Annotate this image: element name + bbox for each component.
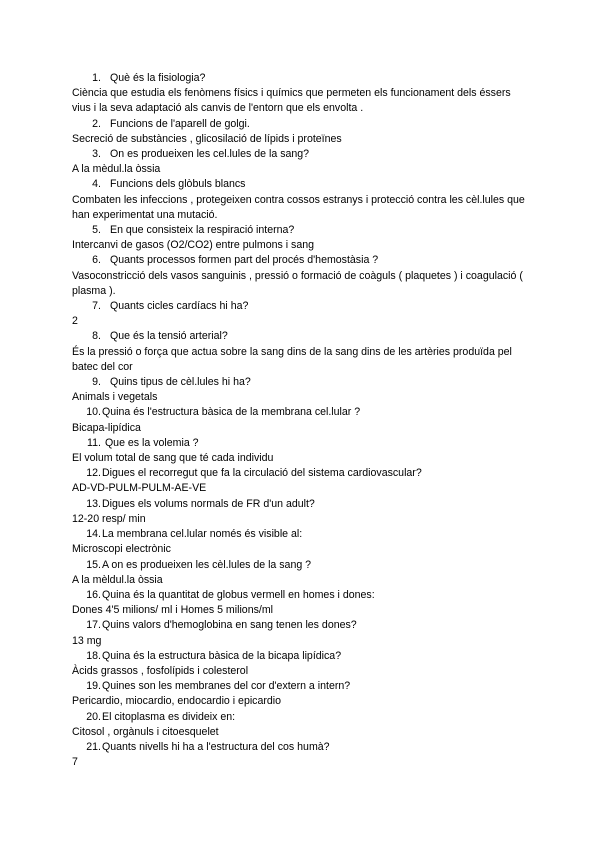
question-line <box>72 329 532 344</box>
answer-text: A la mèdul.la òssia <box>72 163 161 176</box>
question-line <box>72 71 532 86</box>
question-number: 2. <box>92 117 101 130</box>
questionnaire <box>72 71 532 770</box>
qa-item-18 <box>72 649 532 679</box>
question-line <box>72 405 532 420</box>
question-number: 18. <box>86 649 101 662</box>
question-line <box>72 588 532 603</box>
answer-text: Dones 4'5 milions/ ml i Homes 5 milions/ml <box>72 604 274 617</box>
qa-item-9 <box>72 375 532 405</box>
question-number: 8. <box>92 330 101 343</box>
question-text: Quina és la estructura bàsica de la bicapa lipídica? <box>102 649 342 662</box>
qa-item-6 <box>72 253 532 299</box>
qa-item-3 <box>72 147 532 177</box>
answer-text: El volum total de sang que té cada individu <box>72 452 274 465</box>
answer-text: AD-VD-PULM-PULM-AE-VE <box>72 482 207 495</box>
qa-item-1 <box>72 71 532 117</box>
answer-text: 12-20 resp/ min <box>72 512 146 525</box>
answer-text: Pericardio, miocardio, endocardio i epicardio <box>72 695 282 708</box>
qa-item-14 <box>72 527 532 557</box>
qa-item-5 <box>72 223 532 253</box>
question-number: 11. <box>87 436 101 449</box>
question-line <box>72 558 532 573</box>
question-text: Quants processos formen part del procés d'hemostàsia ? <box>110 254 379 267</box>
question-number: 9. <box>92 376 101 389</box>
question-number: 17. <box>86 619 101 632</box>
question-text: Quins valors d'hemoglobina en sang tenen les dones? <box>102 619 357 632</box>
answer-text: Animals i vegetals <box>72 391 158 404</box>
question-line <box>72 679 532 694</box>
answer-text: Ciència que estudia els fenòmens físics i químics que permeten els funcionament dels éssers vius i la seva adaptació als canvis de l'entorn que els envolta . <box>72 87 511 115</box>
qa-item-20 <box>72 710 532 740</box>
question-text: La membrana cel.lular només és visible al: <box>102 528 303 541</box>
qa-item-16 <box>72 588 532 618</box>
qa-item-2 <box>72 117 532 147</box>
question-text: Que es la volemia ? <box>102 436 199 449</box>
question-number: 1. <box>92 72 101 84</box>
question-line <box>72 117 532 132</box>
question-text: Què és la fisiologia? <box>110 72 206 84</box>
question-line <box>72 618 532 633</box>
question-text: Quants cicles cardíacs hi ha? <box>110 300 249 313</box>
question-number: 14. <box>86 528 101 541</box>
question-text: Quina és l'estructura bàsica de la membrana cel.lular ? <box>102 406 361 419</box>
answer-text: 7 <box>72 756 78 769</box>
question-text: Quants nivells hi ha a l'estructura del cos humà? <box>102 740 330 753</box>
question-number: 6. <box>92 254 101 267</box>
qa-item-8 <box>72 329 532 375</box>
answer-text: 2 <box>72 315 78 328</box>
qa-item-13 <box>72 497 532 527</box>
question-line <box>72 497 532 512</box>
question-number: 13. <box>86 497 101 510</box>
qa-item-17 <box>72 618 532 648</box>
question-line <box>72 177 532 192</box>
question-text: Funcions de l'aparell de golgi. <box>110 117 250 130</box>
question-number: 10. <box>86 406 101 419</box>
question-text: Digues el recorregut que fa la circulació del sistema cardiovascular? <box>102 467 422 480</box>
question-number: 12. <box>86 467 101 480</box>
question-number: 7. <box>92 300 101 313</box>
qa-item-15 <box>72 558 532 588</box>
qa-item-12 <box>72 466 532 496</box>
answer-text: Secreció de substàncies , glicosilació de lípids i proteïnes <box>72 132 342 145</box>
qa-item-7 <box>72 299 532 329</box>
question-line <box>72 299 532 314</box>
answer-text: És la pressió o força que actua sobre la sang dins de la sang dins de les artèries produïda pel batec del cor <box>72 345 512 373</box>
question-number: 3. <box>92 148 101 161</box>
answer-text: Vasoconstricció dels vasos sanguinis , pressió o formació de coàguls ( plaquetes ) i coagulació ( plasma ). <box>72 269 523 297</box>
qa-item-4 <box>72 177 532 223</box>
qa-item-19 <box>72 679 532 709</box>
answer-text: Intercanvi de gasos (O2/CO2) entre pulmons i sang <box>72 239 315 252</box>
answer-text: Combaten les infeccions , protegeixen contra cossos estranys i protecció contra les cèl.lules que han experimentat una mutació. <box>72 193 525 221</box>
question-line <box>72 740 532 755</box>
answer-text: Microscopi electrònic <box>72 543 171 556</box>
question-line <box>72 147 532 162</box>
question-number: 16. <box>86 588 101 601</box>
qa-item-21 <box>72 740 532 770</box>
question-number: 15. <box>86 558 101 571</box>
question-text: En que consisteix la respiració interna? <box>110 224 295 237</box>
question-number: 21. <box>86 740 101 753</box>
question-line <box>72 710 532 725</box>
question-number: 19. <box>86 680 101 693</box>
question-number: 20. <box>86 710 101 723</box>
question-line <box>72 436 532 451</box>
qa-item-10 <box>72 405 532 435</box>
question-line <box>72 527 532 542</box>
question-text: A on es produeixen les cèl.lules de la sang ? <box>102 558 312 571</box>
question-text: Que és la tensió arterial? <box>110 330 228 343</box>
question-line <box>72 375 532 390</box>
question-text: Quins tipus de cèl.lules hi ha? <box>110 376 251 389</box>
question-line <box>72 649 532 664</box>
answer-text: A la mèldul.la òssia <box>72 573 163 586</box>
question-text: Funcions dels glòbuls blancs <box>110 178 246 191</box>
question-number: 5. <box>92 224 101 237</box>
question-text: El citoplasma es divideix en: <box>102 710 236 723</box>
question-text: Quina és la quantitat de globus vermell en homes i dones: <box>102 588 375 601</box>
question-line <box>72 466 532 481</box>
answer-text: 13 mg <box>72 634 102 647</box>
qa-item-11 <box>72 436 532 466</box>
question-text: Quines son les membranes del cor d'extern a intern? <box>102 680 351 693</box>
question-line <box>72 253 532 268</box>
question-text: Digues els volums normals de FR d'un adult? <box>102 497 315 510</box>
question-line <box>72 223 532 238</box>
answer-text: Bicapa-lipídica <box>72 421 141 434</box>
answer-text: Citosol , orgànuls i citoesquelet <box>72 725 219 738</box>
answer-text: Àcids grassos , fosfolípids i colesterol <box>72 664 249 677</box>
question-text: On es produeixen les cel.lules de la sang? <box>110 148 310 161</box>
question-number: 4. <box>92 178 101 191</box>
